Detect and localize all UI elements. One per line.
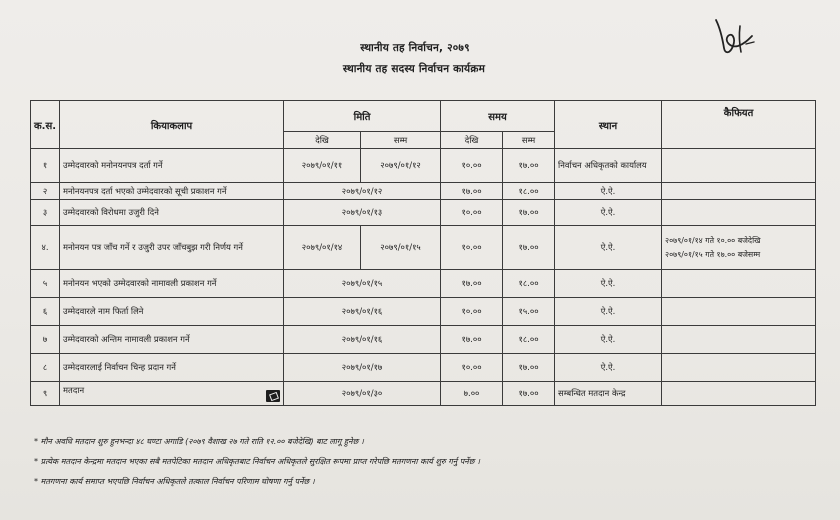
row-sn: ७ <box>31 326 60 354</box>
row-date: २०७९/०१/१७ <box>284 354 441 382</box>
row-activity: उम्मेदवारको मनोनयनपत्र दर्ता गर्ने <box>60 149 284 183</box>
col-header-time-to: सम्म <box>503 132 555 149</box>
row-remarks <box>662 382 816 406</box>
row-activity: मनोनयन भएको उम्मेदवारको नामावली प्रकाशन गर्ने <box>60 270 284 298</box>
row-remarks <box>662 298 816 326</box>
document-title: स्थानीय तह निर्वाचन, २०७९ <box>360 42 470 54</box>
row-place: ऐ.ऐ. <box>555 354 662 382</box>
row-activity: मनोनयनपत्र दर्ता भएको उम्मेदवारको सूची प्रकाशन गर्ने <box>60 183 284 200</box>
row-date: २०७९/०१/१२ <box>284 183 441 200</box>
note-item: * प्रत्येक मतदान केन्द्रमा मतदान भएका सबै मतपेटिका मतदान अधिकृतबाट निर्वाचन अधिकृतले सुरक्षित रूपमा प्राप्त गरेपछि मतगणना कार्य शुरु गर्नु पर्नेछ । <box>34 457 480 466</box>
row-time-from: १७.०० <box>441 326 503 354</box>
row-date-from: २०७९/०१/११ <box>284 149 361 183</box>
row-time-to: १७.०० <box>503 149 555 183</box>
row-time-from: १०.०० <box>441 149 503 183</box>
row-time-to: १५.०० <box>503 298 555 326</box>
row-sn: ६ <box>31 298 60 326</box>
row-date: २०७९/०१/३० <box>284 382 441 406</box>
note-text: मतगणना कार्य समाप्त भएपछि निर्वाचन अधिकृतले तत्काल निर्वाचन परिणाम घोषणा गर्नु पर्नेछ । <box>40 477 315 486</box>
row-time-to: १७.०० <box>503 200 555 226</box>
handwritten-signature <box>706 14 758 62</box>
row-activity-label: मतदान <box>63 385 85 395</box>
note-text: मौन अवधि मतदान शुरु हुनभन्दा ४८ घण्टा अगाडि (२०७९ वैशाख २७ गते राति १२.०० बजेदेखि) बाट लागू हुनेछ । <box>40 437 364 446</box>
col-header-time: समय <box>441 101 555 132</box>
row-sn: २ <box>31 183 60 200</box>
document-subtitle: स्थानीय तह सदस्य निर्वाचन कार्यक्रम <box>342 63 486 75</box>
row-remarks <box>662 200 816 226</box>
row-time-from: १०.०० <box>441 298 503 326</box>
row-activity: उम्मेदवारलाई निर्वाचन चिन्ह प्रदान गर्ने <box>60 354 284 382</box>
col-header-place: स्थान <box>555 101 662 149</box>
row-date-from: २०७९/०१/१४ <box>284 226 361 270</box>
notes-section <box>34 432 824 492</box>
row-time-to: १७.०० <box>503 354 555 382</box>
table-row <box>31 183 816 200</box>
row-sn: ५ <box>31 270 60 298</box>
row-time-to: १८.०० <box>503 183 555 200</box>
col-header-date-to: सम्म <box>361 132 441 149</box>
row-sn: ४. <box>31 226 60 270</box>
row-sn: १ <box>31 149 60 183</box>
row-activity <box>60 382 284 406</box>
col-header-date-from: देखि <box>284 132 361 149</box>
table-row <box>31 354 816 382</box>
ballot-box-icon <box>266 390 280 402</box>
row-activity: उम्मेदवारको अन्तिम नामावली प्रकाशन गर्ने <box>60 326 284 354</box>
row-place: ऐ.ऐ. <box>555 183 662 200</box>
table-row <box>31 200 816 226</box>
row-date-to: २०७९/०१/१२ <box>361 149 441 183</box>
row-place: ऐ.ऐ. <box>555 298 662 326</box>
table-row <box>31 149 816 183</box>
row-sn: ३ <box>31 200 60 226</box>
col-header-remarks: कैफियत <box>662 101 816 149</box>
col-header-sn: क.स. <box>31 101 60 149</box>
remark-line: २०७९/०१/१५ गते १७.०० बजेसम्म <box>665 249 761 259</box>
table-row <box>31 226 816 270</box>
row-time-from: १०.०० <box>441 354 503 382</box>
row-place: निर्वाचन अधिकृतको कार्यालय <box>555 149 662 183</box>
row-activity: मनोनयन पत्र जाँच गर्ने र उजुरी उपर जाँचबुझ गरी निर्णय गर्ने <box>60 226 284 270</box>
row-place: ऐ.ऐ. <box>555 326 662 354</box>
row-time-to: १७.०० <box>503 226 555 270</box>
row-time-from: १७.०० <box>441 183 503 200</box>
row-place: ऐ.ऐ. <box>555 226 662 270</box>
row-time-to: १८.०० <box>503 270 555 298</box>
table-row <box>31 382 816 406</box>
col-header-activity: कियाकलाप <box>60 101 284 149</box>
row-date: २०७९/०१/१५ <box>284 270 441 298</box>
note-text: प्रत्येक मतदान केन्द्रमा मतदान भएका सबै मतपेटिका मतदान अधिकृतबाट निर्वाचन अधिकृतले सुरक्षित रूपमा प्राप्त गरेपछि मतगणना कार्य शुरु गर्नु पर्नेछ । <box>40 457 480 466</box>
row-place: ऐ.ऐ. <box>555 200 662 226</box>
col-header-date: मिति <box>284 101 441 132</box>
remark-line: २०७९/०१/१४ गते १०.०० बजेदेखि <box>665 235 761 245</box>
row-remarks <box>662 149 816 183</box>
row-remarks <box>662 354 816 382</box>
row-time-to: १८.०० <box>503 326 555 354</box>
row-time-from: १७.०० <box>441 270 503 298</box>
row-activity: उम्मेदवारको विरोधमा उजुरी दिने <box>60 200 284 226</box>
row-remarks <box>662 183 816 200</box>
row-place: सम्बन्धित मतदान केन्द्र <box>555 382 662 406</box>
row-time-from: १०.०० <box>441 226 503 270</box>
col-header-time-from: देखि <box>441 132 503 149</box>
note-item: * मौन अवधि मतदान शुरु हुनभन्दा ४८ घण्टा अगाडि (२०७९ वैशाख २७ गते राति १२.०० बजेदेखि) बाट लागू हुनेछ । <box>34 437 364 446</box>
row-sn: ८ <box>31 354 60 382</box>
row-date: २०७९/०१/१३ <box>284 200 441 226</box>
row-date: २०७९/०१/१६ <box>284 298 441 326</box>
row-remarks <box>662 326 816 354</box>
row-time-to: १७.०० <box>503 382 555 406</box>
note-item: * मतगणना कार्य समाप्त भएपछि निर्वाचन अधिकृतले तत्काल निर्वाचन परिणाम घोषणा गर्नु पर्नेछ । <box>34 477 315 486</box>
row-time-from: १०.०० <box>441 200 503 226</box>
row-remarks <box>662 270 816 298</box>
row-remarks <box>662 226 816 270</box>
table-row <box>31 270 816 298</box>
row-date-to: २०७९/०१/१५ <box>361 226 441 270</box>
row-sn: ९ <box>31 382 60 406</box>
election-schedule-table <box>30 100 816 406</box>
table-row <box>31 326 816 354</box>
table-row <box>31 298 816 326</box>
row-activity: उम्मेदवारले नाम फिर्ता लिने <box>60 298 284 326</box>
row-place: ऐ.ऐ. <box>555 270 662 298</box>
row-time-from: ७.०० <box>441 382 503 406</box>
row-date: २०७९/०१/१६ <box>284 326 441 354</box>
